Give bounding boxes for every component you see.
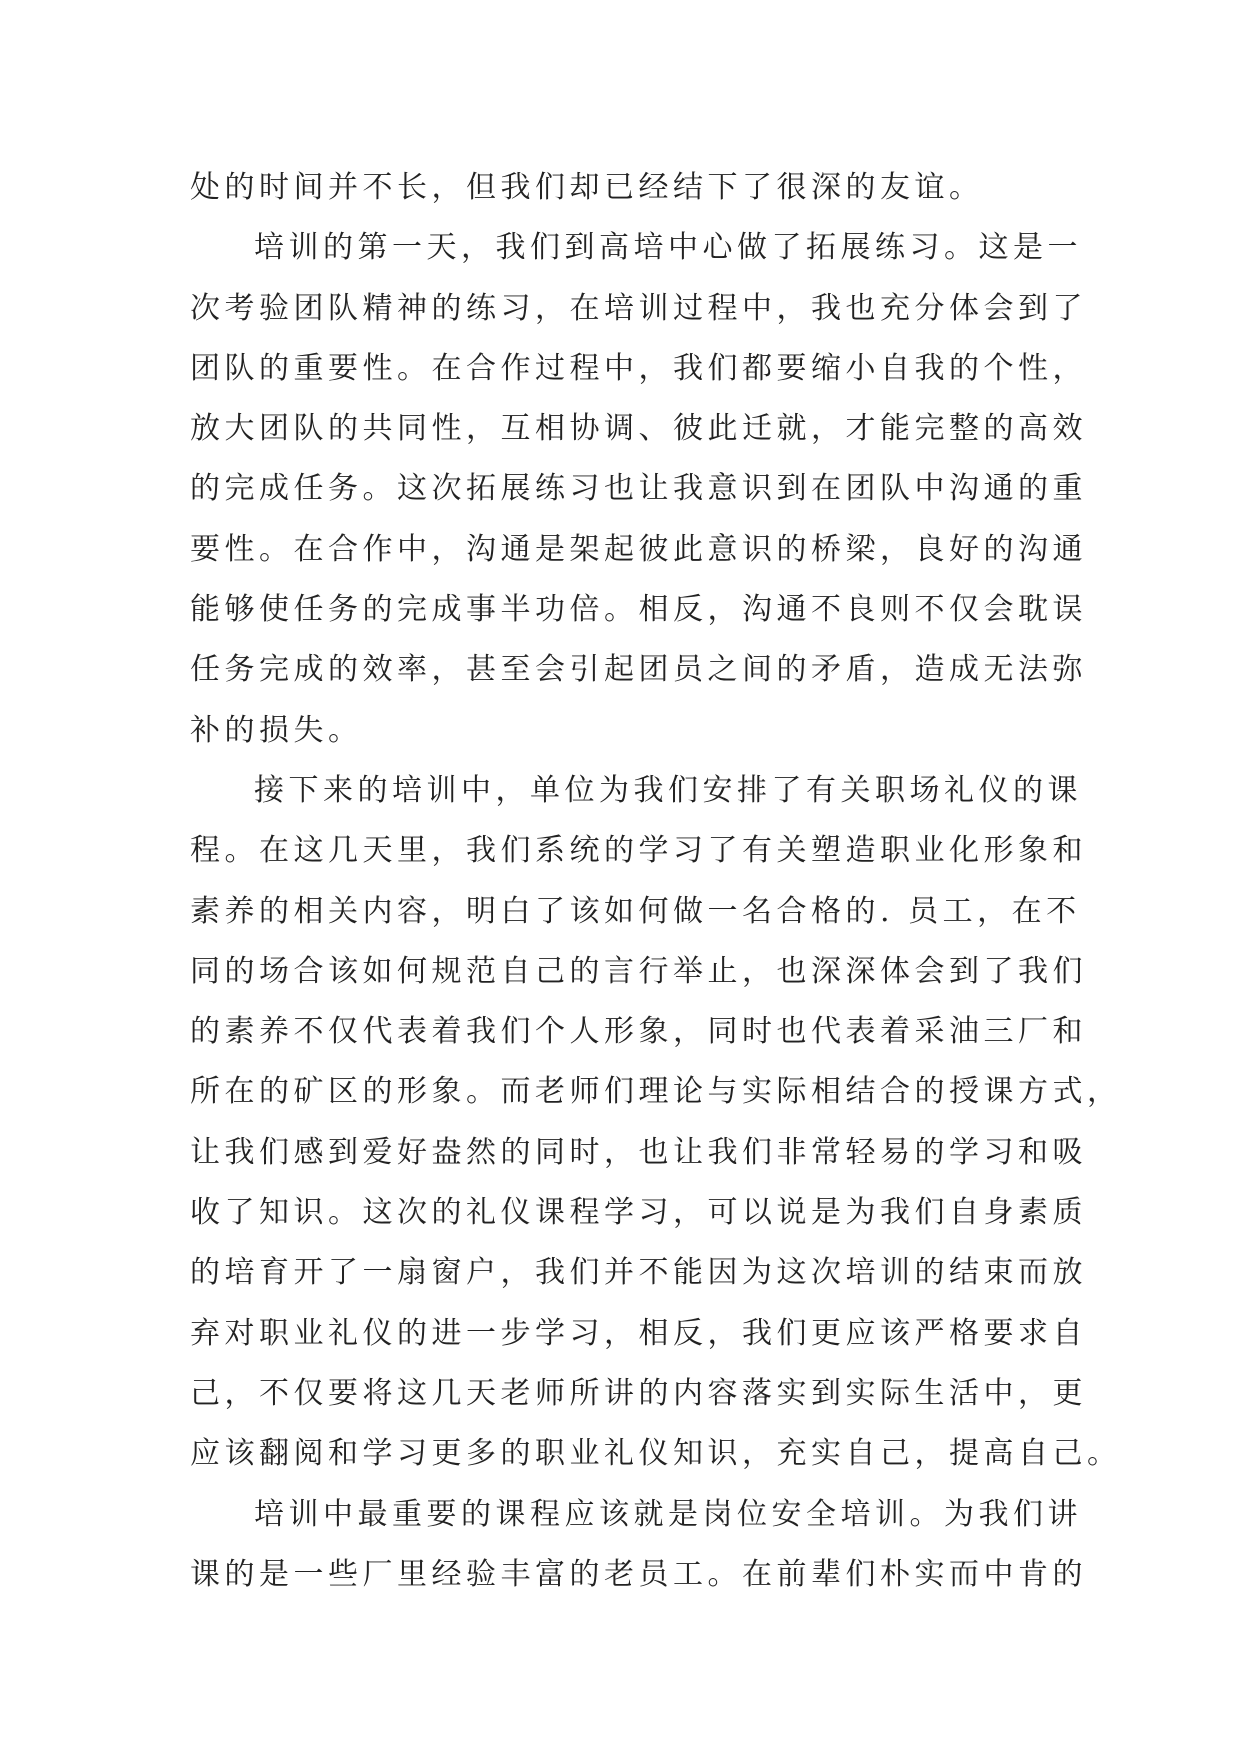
body-text (190, 158, 1122, 1605)
text-line: 能够使任务的完成事半功倍。相反，沟通不良则不仅会耽误 (190, 592, 1087, 628)
text-line: 的培育开了一扇窗户，我们并不能因为这次培训的结束而放 (190, 1255, 1087, 1291)
text-line: 课的是一些厂里经验丰富的老员工。在前辈们朴实而中肯的 (190, 1556, 1087, 1592)
text-line: 的素养不仅代表着我们个人形象，同时也代表着采油三厂和 (190, 1014, 1087, 1050)
text-line: 任务完成的效率，甚至会引起团员之间的矛盾，造成无法弥 (190, 652, 1087, 688)
text-line: 处的时间并不长，但我们却已经结下了很深的友谊。 (190, 170, 984, 205)
text-line: 放大团队的共同性，互相协调、彼此迁就，才能完整的高效 (190, 411, 1087, 447)
text-line: 次考验团队精神的练习，在培训过程中，我也充分体会到了 (190, 290, 1087, 326)
text-line: 收了知识。这次的礼仪课程学习，可以说是为我们自身素质 (190, 1195, 1087, 1231)
text-line: 要性。在合作中，沟通是架起彼此意识的桥梁，良好的沟通 (190, 531, 1087, 567)
text-line: 补的损失。 (190, 712, 363, 748)
text-line: 程。在这几天里，我们系统的学习了有关塑造职业化形象和 (190, 833, 1087, 869)
text-line: 让我们感到爱好盎然的同时，也让我们非常轻易的学习和吸 (190, 1134, 1087, 1170)
text-line: 同的场合该如何规范自己的言行举止，也深深体会到了我们 (190, 953, 1087, 989)
paragraph-first-line: 培训的第一天，我们到高培中心做了拓展练习。这是一 (254, 230, 1082, 266)
text-line: 弃对职业礼仪的进一步学习，相反，我们更应该严格要求自 (190, 1315, 1087, 1351)
text-line: 的完成任务。这次拓展练习也让我意识到在团队中沟通的重 (190, 471, 1087, 507)
text-line: 己，不仅要将这几天老师所讲的内容落实到实际生活中，更 (190, 1375, 1087, 1411)
text-line: 团队的重要性。在合作过程中，我们都要缩小自我的个性， (190, 350, 1087, 386)
paragraph-first-line: 接下来的培训中，单位为我们安排了有关职场礼仪的课 (254, 772, 1082, 808)
text-line: 应该翻阅和学习更多的职业礼仪知识，充实自己，提高自己。 (190, 1436, 1122, 1472)
text-line: 素养的相关内容，明白了该如何做一名合格的. 员工，在不 (190, 893, 1081, 929)
paragraph-first-line: 培训中最重要的课程应该就是岗位安全培训。为我们讲 (254, 1496, 1082, 1532)
text-line: 所在的矿区的形象。而老师们理论与实际相结合的授课方式， (190, 1074, 1122, 1110)
